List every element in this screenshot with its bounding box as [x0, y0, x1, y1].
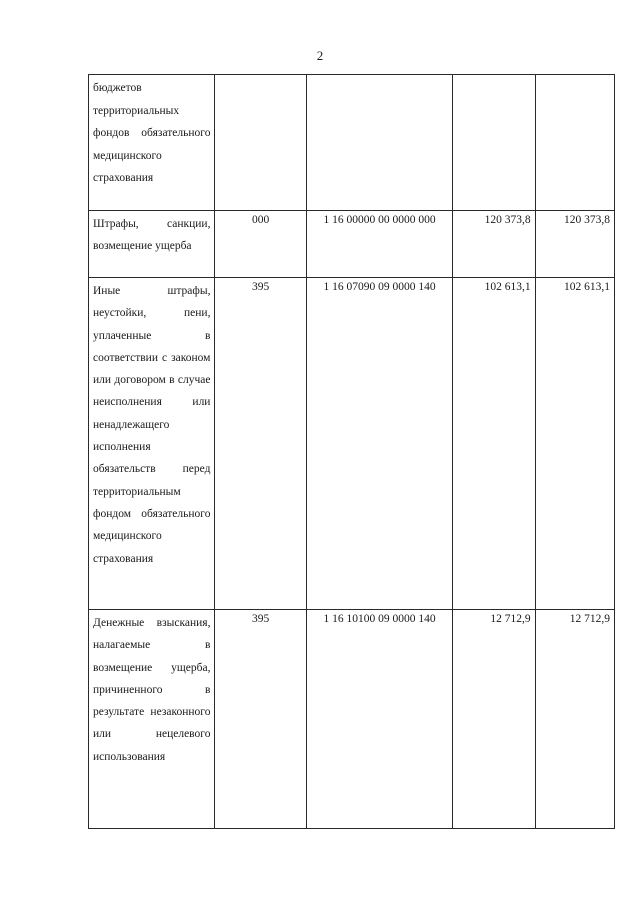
- revenue-table: [88, 74, 615, 829]
- revenue-name-cell: бюджетов территориальных фондов обязательного медицинского страхования: [89, 75, 215, 211]
- plan-amount-cell: 102 613,1: [453, 278, 535, 610]
- admin-code-cell: 395: [215, 278, 306, 610]
- plan-amount-cell: 120 373,8: [453, 211, 535, 278]
- revenue-name-cell: Иные штрафы, неустойки, пени, уплаченные в соответствии с законом или договором в случае неисполнения или ненадлежащего исполнения обязательств перед территориальным фондом обязательного медицинского страхования: [89, 278, 215, 610]
- revenue-name-cell: Денежные взыскания, налагаемые в возмещение ущерба, причиненного в результате незаконного или нецелевого использования: [89, 610, 215, 829]
- fact-amount-cell: 12 712,9: [535, 610, 614, 829]
- plan-amount-cell: 12 712,9: [453, 610, 535, 829]
- fact-amount-cell: 102 613,1: [535, 278, 614, 610]
- fact-amount-cell: [535, 75, 614, 211]
- table-row: [89, 211, 615, 278]
- fact-amount-cell: 120 373,8: [535, 211, 614, 278]
- table-row: [89, 278, 615, 610]
- budget-code-cell: 1 16 00000 00 0000 000: [306, 211, 453, 278]
- table-row: [89, 75, 615, 211]
- page-number: 2: [316, 48, 324, 63]
- budget-code-cell: [306, 75, 453, 211]
- table-row: [89, 610, 615, 829]
- plan-amount-cell: [453, 75, 535, 211]
- admin-code-cell: [215, 75, 306, 211]
- budget-code-cell: 1 16 10100 09 0000 140: [306, 610, 453, 829]
- budget-code-cell: 1 16 07090 09 0000 140: [306, 278, 453, 610]
- revenue-name-cell: Штрафы, санкции, возмещение ущерба: [89, 211, 215, 278]
- admin-code-cell: 000: [215, 211, 306, 278]
- admin-code-cell: 395: [215, 610, 306, 829]
